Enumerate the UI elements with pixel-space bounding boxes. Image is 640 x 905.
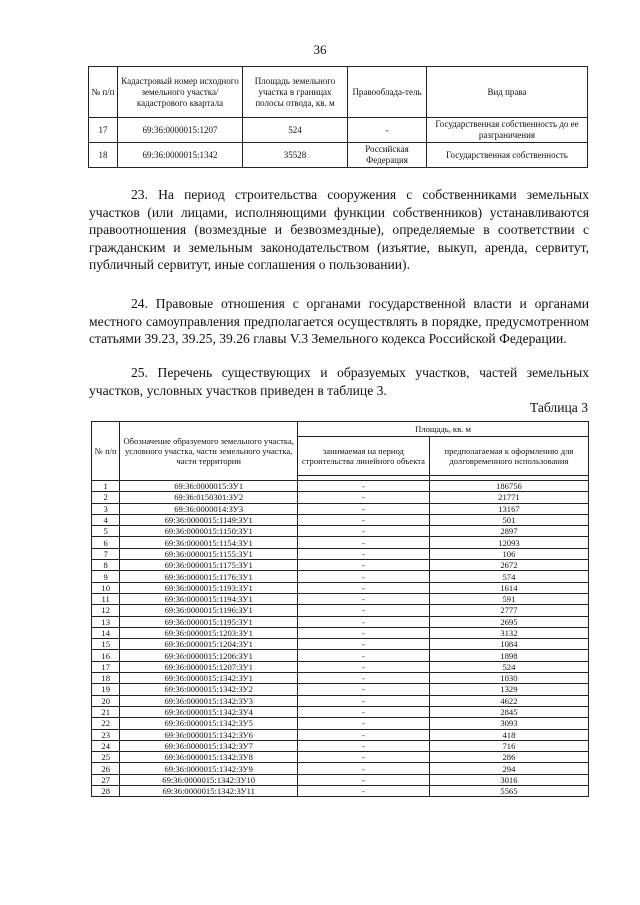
- cell-cadastral: 69:36:0000015:1342: [118, 143, 243, 168]
- table-row: [92, 627, 589, 638]
- cell-area-temp: -: [298, 560, 430, 571]
- cell-area-long: 2777: [429, 605, 588, 616]
- cell-designation: 69:36:0000015:1150:ЗУ1: [120, 526, 298, 537]
- cell-designation: 69:36:0000015:1194:ЗУ1: [120, 593, 298, 604]
- table-header-row: [92, 422, 589, 437]
- cell-num: 15: [92, 639, 120, 650]
- cell-area-temp: -: [298, 763, 430, 774]
- cell-num: 17: [92, 661, 120, 672]
- table-row: [92, 503, 589, 514]
- cell-designation: 69:36:0000015:1342:ЗУ1: [120, 673, 298, 684]
- cell-area: 35528: [243, 143, 348, 168]
- cell-right: Государственная собственность до ее разграничения: [427, 118, 588, 143]
- cell-designation: 69:36:0000015:1175:ЗУ1: [120, 560, 298, 571]
- cell-holder: -: [348, 118, 427, 143]
- paragraph-24: 24. Правовые отношения с органами государственной власти и органами местного самоуправления предполагается осуществлять в порядке, предусмотренном статьями 39.23, 39.25, 39.26 главы V.3 Земельного кодекса Российской Федерации.: [89, 296, 589, 346]
- cell-num: 27: [92, 774, 120, 785]
- table-row: [92, 752, 589, 763]
- table-row: [92, 526, 589, 537]
- table-row: [92, 729, 589, 740]
- table-row: [92, 582, 589, 593]
- table-row: [92, 740, 589, 751]
- cell-num: 4: [92, 514, 120, 525]
- cell-designation: 69:36:0000015:1342:ЗУ3: [120, 695, 298, 706]
- cell-num: 1: [92, 481, 120, 492]
- table-row: [92, 661, 589, 672]
- header-num: № п/п: [92, 422, 120, 481]
- cell-area-long: 1329: [429, 684, 588, 695]
- cell-num: 18: [92, 673, 120, 684]
- cell-area-long: 286: [429, 752, 588, 763]
- cell-area-temp: -: [298, 627, 430, 638]
- cell-num: 24: [92, 740, 120, 751]
- cell-designation: 69:36:0000014:ЗУ3: [120, 503, 298, 514]
- cell-area-temp: -: [298, 503, 430, 514]
- table-row: [92, 548, 589, 559]
- cell-area-long: 13167: [429, 503, 588, 514]
- cell-designation: 69:36:0000015:1342:ЗУ11: [120, 786, 298, 797]
- cell-area-long: 501: [429, 514, 588, 525]
- table-row: [92, 537, 589, 548]
- cell-num: 21: [92, 706, 120, 717]
- table-row: [92, 774, 589, 785]
- cell-area-temp: -: [298, 593, 430, 604]
- cell-area-long: 591: [429, 593, 588, 604]
- cell-area-long: 2695: [429, 616, 588, 627]
- table-row: [89, 143, 588, 168]
- cell-designation: 69:36:0000015:1342:ЗУ6: [120, 729, 298, 740]
- cell-area-long: 716: [429, 740, 588, 751]
- cell-designation: 69:36:0000015:ЗУ1: [120, 481, 298, 492]
- cell-designation: 69:36:0150301:ЗУ2: [120, 492, 298, 503]
- cell-area-long: 21771: [429, 492, 588, 503]
- cell-area-long: 3132: [429, 627, 588, 638]
- cell-num: 17: [89, 118, 118, 143]
- cell-designation: 69:36:0000015:1342:ЗУ10: [120, 774, 298, 785]
- table-row: [92, 616, 589, 627]
- header-right: Вид права: [427, 67, 588, 118]
- table-header-row: [89, 67, 588, 118]
- cell-designation: 69:36:0000015:1195:ЗУ1: [120, 616, 298, 627]
- cell-area-temp: -: [298, 582, 430, 593]
- cell-designation: 69:36:0000015:1342:ЗУ7: [120, 740, 298, 751]
- cell-area-long: 1614: [429, 582, 588, 593]
- cell-designation: 69:36:0000015:1193:ЗУ1: [120, 582, 298, 593]
- cell-area-long: 106: [429, 548, 588, 559]
- cell-num: 6: [92, 537, 120, 548]
- cell-designation: 69:36:0000015:1204:ЗУ1: [120, 639, 298, 650]
- cell-area-long: 3093: [429, 718, 588, 729]
- cell-designation: 69:36:0000015:1154:ЗУ1: [120, 537, 298, 548]
- cell-area-long: 294: [429, 763, 588, 774]
- cell-area-temp: -: [298, 639, 430, 650]
- header-holder: Правооблада-тель: [348, 67, 427, 118]
- page-number: 36: [313, 42, 327, 57]
- cell-area-long: 524: [429, 661, 588, 672]
- cell-num: 10: [92, 582, 120, 593]
- cell-area-temp: -: [298, 526, 430, 537]
- cell-area-temp: -: [298, 571, 430, 582]
- cell-area-temp: -: [298, 537, 430, 548]
- cell-designation: 69:36:0000015:1149:ЗУ1: [120, 514, 298, 525]
- table-row: [92, 639, 589, 650]
- cell-area-long: 2845: [429, 706, 588, 717]
- cell-num: 18: [89, 143, 118, 168]
- cell-area-temp: -: [298, 752, 430, 763]
- cell-designation: 69:36:0000015:1155:ЗУ1: [120, 548, 298, 559]
- cell-area-temp: -: [298, 481, 430, 492]
- paragraph-23: 23. На период строительства сооружения с собственниками земельных участков (или лицами, исполняющими функции собственников) устанавливаются правоотношения (возмездные и безвозмездные), определяемые в соответствии с гражданским и земельным законодательством (изъятие, выкуп, аренда, сервитут, публичный сервитут, иные соглашения о пользовании).: [89, 187, 589, 272]
- cell-area-temp: -: [298, 740, 430, 751]
- cell-designation: 69:36:0000015:1342:ЗУ4: [120, 706, 298, 717]
- cell-area-temp: -: [298, 729, 430, 740]
- cell-area-temp: -: [298, 673, 430, 684]
- table-row: [92, 673, 589, 684]
- cell-num: 13: [92, 616, 120, 627]
- table-row: [92, 786, 589, 797]
- cell-num: 5: [92, 526, 120, 537]
- cell-designation: 69:36:0000015:1207:ЗУ1: [120, 661, 298, 672]
- cell-area-temp: -: [298, 514, 430, 525]
- cell-area-temp: -: [298, 492, 430, 503]
- header-cadastral: Кадастровый номер исходного земельного участка/ кадастрового квартала: [118, 67, 243, 118]
- table-row: [92, 560, 589, 571]
- cell-num: 7: [92, 548, 120, 559]
- header-num: № п/п: [89, 67, 118, 118]
- parcels-table-body: [92, 481, 589, 797]
- cell-area-temp: -: [298, 718, 430, 729]
- table-row: [92, 706, 589, 717]
- cell-designation: 69:36:0000015:1203:ЗУ1: [120, 627, 298, 638]
- table-row: [92, 481, 589, 492]
- cell-area-temp: -: [298, 786, 430, 797]
- cell-area-long: 12093: [429, 537, 588, 548]
- cell-num: 23: [92, 729, 120, 740]
- table-row: [92, 492, 589, 503]
- cell-area-temp: -: [298, 706, 430, 717]
- cell-area-long: 418: [429, 729, 588, 740]
- cell-area: 524: [243, 118, 348, 143]
- table-row: [92, 684, 589, 695]
- cell-num: 19: [92, 684, 120, 695]
- table-row: [92, 650, 589, 661]
- cell-right: Государственная собственность: [427, 143, 588, 168]
- land-rights-table: [88, 66, 588, 168]
- cell-designation: 69:36:0000015:1342:ЗУ8: [120, 752, 298, 763]
- parcels-table: [91, 421, 589, 797]
- cell-area-temp: -: [298, 684, 430, 695]
- header-area-temp: занимаемая на период строительства линейного объекта: [298, 437, 430, 476]
- cell-num: 22: [92, 718, 120, 729]
- cell-designation: 69:36:0000015:1342:ЗУ2: [120, 684, 298, 695]
- cell-area-long: 2672: [429, 560, 588, 571]
- cell-area-long: 186756: [429, 481, 588, 492]
- cell-designation: 69:36:0000015:1176:ЗУ1: [120, 571, 298, 582]
- table-row: [92, 718, 589, 729]
- cell-area-long: 1084: [429, 639, 588, 650]
- cell-num: 9: [92, 571, 120, 582]
- cell-cadastral: 69:36:0000015:1207: [118, 118, 243, 143]
- table-row: [92, 605, 589, 616]
- cell-area-temp: -: [298, 650, 430, 661]
- table-row: [92, 514, 589, 525]
- table-caption: Таблица 3: [529, 400, 588, 415]
- cell-designation: 69:36:0000015:1206:ЗУ1: [120, 650, 298, 661]
- cell-area-temp: -: [298, 661, 430, 672]
- cell-area-temp: -: [298, 605, 430, 616]
- cell-area-long: 1898: [429, 650, 588, 661]
- cell-num: 11: [92, 593, 120, 604]
- cell-area-long: 3016: [429, 774, 588, 785]
- cell-area-temp: -: [298, 695, 430, 706]
- cell-area-long: 2897: [429, 526, 588, 537]
- cell-area-long: 1030: [429, 673, 588, 684]
- table-row: [92, 571, 589, 582]
- cell-num: 2: [92, 492, 120, 503]
- header-area-long: предполагаемая к оформлению для долговременного использования: [429, 437, 588, 476]
- cell-num: 3: [92, 503, 120, 514]
- cell-num: 20: [92, 695, 120, 706]
- cell-num: 26: [92, 763, 120, 774]
- table-row: [89, 118, 588, 143]
- cell-area-temp: -: [298, 616, 430, 627]
- table-row: [92, 763, 589, 774]
- cell-num: 16: [92, 650, 120, 661]
- cell-area-temp: -: [298, 548, 430, 559]
- cell-num: 8: [92, 560, 120, 571]
- cell-num: 12: [92, 605, 120, 616]
- cell-num: 14: [92, 627, 120, 638]
- cell-num: 28: [92, 786, 120, 797]
- cell-area-long: 5565: [429, 786, 588, 797]
- table-row: [92, 695, 589, 706]
- header-designation: Обозначение образуемого земельного участка, условного участка, части земельного участка, части территории: [120, 422, 298, 481]
- cell-area-temp: -: [298, 774, 430, 785]
- header-area: Площадь земельного участка в границах полосы отвода, кв. м: [243, 67, 348, 118]
- cell-area-long: 574: [429, 571, 588, 582]
- cell-designation: 69:36:0000015:1196:ЗУ1: [120, 605, 298, 616]
- cell-num: 25: [92, 752, 120, 763]
- cell-designation: 69:36:0000015:1342:ЗУ5: [120, 718, 298, 729]
- paragraph-25: 25. Перечень существующих и образуемых участков, частей земельных участков, условных участков приведен в таблице 3.: [89, 365, 589, 398]
- cell-area-long: 4622: [429, 695, 588, 706]
- cell-designation: 69:36:0000015:1342:ЗУ9: [120, 763, 298, 774]
- table-row: [92, 593, 589, 604]
- header-area-group: Площадь, кв. м: [298, 422, 589, 437]
- cell-holder: Российская Федерация: [348, 143, 427, 168]
